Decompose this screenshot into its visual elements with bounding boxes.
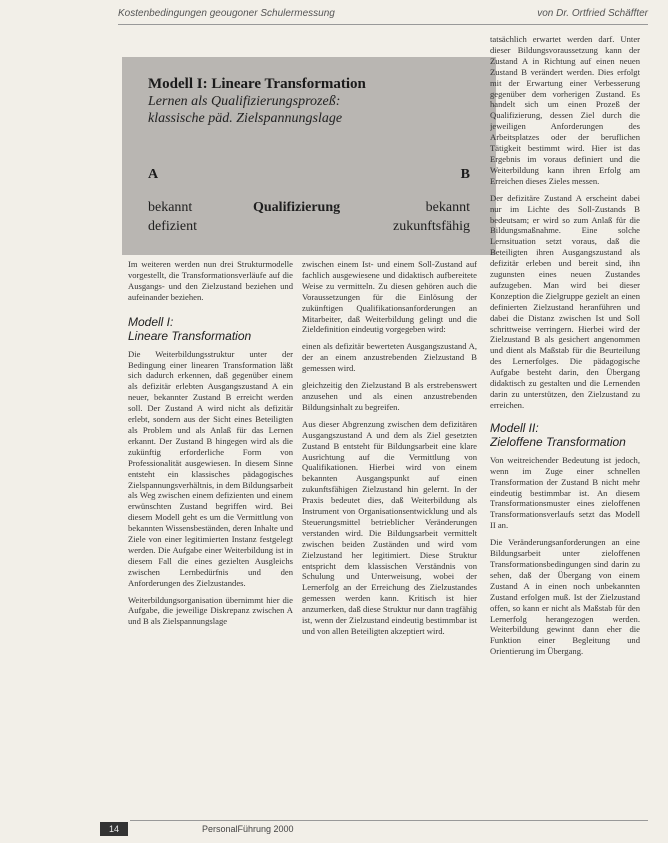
- paragraph: einen als defizitär bewerteten Ausgangszustand A, der an einem anzustrebenden Zielzustand B gemessen wird.: [302, 341, 477, 374]
- page-number: 14: [100, 822, 128, 836]
- state-b-known: bekannt: [425, 200, 470, 215]
- paragraph: Von weitreichender Bedeutung ist jedoch, wenn im Zuge einer schnellen Transformation der Zustand B nicht mehr eindeutig bestimmbar ist. An diesem Transformationsmuster eines zieloffenen Transformationsverlaufs setzt das Modell II an.: [490, 454, 640, 531]
- author-line: von Dr. Ortfried Schäffter: [537, 8, 648, 19]
- text-column-1: [128, 259, 293, 819]
- paragraph: zwischen einem Ist- und einem Soll-Zustand auf fachlich ausgewiesene und didaktisch aufbereitete Weise zu vermitteln. Zu diesen gehören auch die Voraussetzungen für die Einlösung der zukünftigen Qualifikationsanforderungen an Mitarbeiter, daß Weiterbildung gelingt und die Zieldefinition eindeutig vorgegeben wird:: [302, 259, 477, 335]
- section-heading-model-1: [128, 315, 293, 343]
- header-divider: [118, 24, 648, 25]
- heading-line-2: Lineare Transformation: [128, 328, 252, 343]
- model-title: Modell I: Lineare Transformation: [148, 76, 366, 92]
- state-a-deficient: defizient: [148, 219, 197, 234]
- heading-line-2: Zieloffene Transformation: [490, 434, 626, 449]
- state-b-future: zukunftsfähig: [393, 219, 470, 234]
- endpoint-a: A: [148, 167, 159, 182]
- page-header: [118, 6, 648, 28]
- paragraph: Aus dieser Abgrenzung zwischen dem defizitären Ausgangszustand A und dem als Ziel gesetzten Zustand B entsteht für Bildungsarbeit eine klare Ausrichtung auf die Vermittlung von Qualifikationen. Hierbei wird von einem bekannten Ausgangspunkt auf einen zukunftsfähigen Zielzustand hin gelernt. In der Praxis bedeutet dies, daß Weiterbildung als Instrument von Organisationsentwicklung und als Steuerungsmittel betrieblicher Veränderungen verstanden wird. Die Bildungsarbeit vermittelt zwischen beiden Zuständen und wird vom Zielzustand her legitimiert. Diese Struktur entspricht dem klassischen Verständnis von Schulung und Unterweisung, wobei der Lernerfolg an der Erreichung des Zielzustandes gemessen werden kann. Kritisch ist hier anzumerken, daß diese Struktur nur dann tragfähig ist, wenn der Zielzustand eindeutig bestimmbar ist und von allen Beteiligten akzeptiert wird.: [302, 418, 477, 636]
- heading-line-1: Modell I:: [128, 314, 174, 329]
- model-row-2: [148, 219, 470, 235]
- state-a-known: bekannt: [148, 200, 193, 215]
- endpoint-b: B: [460, 167, 470, 182]
- model-figure: [122, 57, 496, 255]
- section-heading-model-2: [490, 421, 640, 449]
- process-label: Qualifizierung: [253, 200, 341, 215]
- running-header-left: Kostenbedingungen geougoner Schulermessung: [118, 8, 335, 19]
- paragraph: gleichzeitig den Zielzustand B als erstrebenswert anzusehen und als einen anzustrebenden Bildungsinhalt zu begreifen.: [302, 380, 477, 412]
- paragraph: Der defizitäre Zustand A erscheint dabei nur im Lichte des Soll-Zustands B bedeutsam; er wird so zum Anlaß für die Bildungsmaßnahme. Eine solche Lernsituation setzt voraus, daß die Beteiligten ihren Ausgangszustand als defizitär erleben und bereit sind, ihn zugunsten eines neuen Zustandes aufzugeben. Man wird bei dieser Konzeption die Zielgruppe gezielt an einen definierten Zielzustand heranführen und dabei die Distanz zwischen Ist und Soll schrittweise verringern. Hierbei wird der Zielzustand B als gesichert angenommen und dient als Maßstab für die Beurteilung des Lernerfolges. Die pädagogische Aufgabe besteht darin, den Übergang didaktisch zu gestalten und die Lernenden darin zu unterstützen, den Zielzustand zu erreichen.: [490, 192, 640, 410]
- paragraph: Die Weiterbildungsstruktur unter der Bedingung einer linearen Transformation läßt sich dadurch erkennen, daß gegenüber einem als defizitär erlebten Ausgangszustand A ein neuer, bekannter Zustand B erreicht werden soll. Der Zustand A wird nicht als defizitär erlebt, sondern aus der Sicht eines Beteiligten als Problem und als Anlaß für das Lernen erkannt. Der Zustand B hingegen wird als die zukünftig erforderliche Form von Professionalität ausgewiesen. In diesem Sinne entsteht ein klassisches pädagogisches Zielspannungsverhältnis, in dem Bildungsarbeit als Weg zwischen einem defizienten und einem erwünschten Zustand begriffen wird. Bei diesem Modell geht es um die Vermittlung von bekannten Wissensbeständen, deren Inhalte und Ziele von einer legitimierten Instanz festgelegt werden. Die Aufgabe einer Weiterbildung ist in diesem Fall die eines gezielten Ausgleichs zwischen Lernbedürfnis und den Anforderungen des Zielzustandes.: [128, 348, 293, 588]
- text-column-3: [490, 34, 640, 819]
- publication-name: PersonalFührung 2000: [202, 824, 294, 834]
- text-column-2: [302, 259, 477, 819]
- footer-divider: [130, 820, 648, 821]
- model-endpoints: [148, 167, 470, 183]
- model-subtitle-2: klassische päd. Zielspannungslage: [148, 111, 343, 126]
- page-footer: [100, 820, 648, 840]
- heading-line-1: Modell II:: [490, 420, 539, 435]
- paragraph: Weiterbildungsorganisation übernimmt hier die Aufgabe, die jeweilige Diskrepanz zwischen A und B als Zielspannungslage: [128, 594, 293, 627]
- paragraph: tatsächlich erwartet werden darf. Unter dieser Bildungsvoraussetzung kann der Zustand A in Richtung auf einen neuen Zustand B verändert werden. Dies erfolgt mit der Erwartung einer Verbesserung gegenüber dem vorherigen Zustand. Es handelt sich um einen Prozeß der Qualifizierung, dessen Ziel durch die jeweiligen Anforderungen des Arbeitsplatzes oder der beruflichen Tätigkeit bestimmt wird. Hier ist das Ergebnis im voraus definiert und die Weiterbildung kann ihren Erfolg am Erreichen dieses Zieles messen.: [490, 34, 640, 186]
- model-row-1: [148, 200, 470, 216]
- paragraph: Die Veränderungsanforderungen an eine Bildungsarbeit unter zieloffenen Transformationsbedingungen sind darin zu sehen, daß der Übergang von einem Zustand A in einen noch unbekannten Zustand erfolgen muß. Ist der Zielzustand offen, so kann er nicht als Maßstab für den Lernerfolg herangezogen werden. Weiterbildung gewinnt dann eher die Funktion einer Begleitung und Orientierung im Übergang.: [490, 537, 640, 657]
- model-subtitle-1: Lernen als Qualifizierungsprozeß:: [148, 94, 341, 109]
- intro-paragraph: Im weiteren werden nun drei Strukturmodelle vorgestellt, die Transformationsverläufe auf die Ausgangs- und den Zielzustand beziehen und aufeinander beziehen.: [128, 259, 293, 302]
